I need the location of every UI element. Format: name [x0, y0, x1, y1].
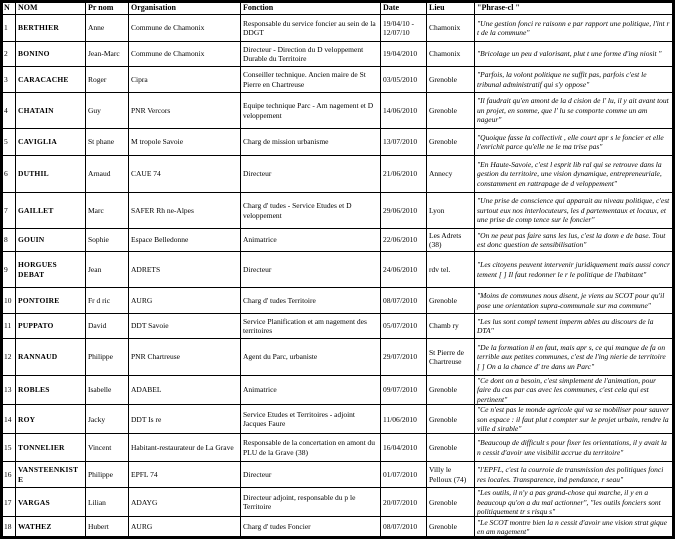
- cell-prenom: Philippe: [86, 339, 129, 376]
- cell-num: 11: [2, 314, 16, 339]
- cell-phrase: "Quoique fasse la collectivit , elle court apr s le foncier et elle l'enrichit parce qu'elle ne le ma trise pas": [475, 129, 674, 156]
- cell-num: 7: [2, 193, 16, 229]
- cell-nom: RANNAUD: [16, 339, 86, 376]
- cell-fonction: Charg d' tudes Foncier: [241, 517, 381, 538]
- cell-organisation: DDT Savoie: [129, 314, 241, 339]
- cell-date: 16/04/2010: [381, 434, 427, 462]
- cell-date: 29/06/2010: [381, 193, 427, 229]
- col-header-num: N: [2, 2, 16, 15]
- table-row: [2, 339, 674, 376]
- cell-lieu: Villy le Pelloux (74): [427, 462, 475, 488]
- cell-phrase: "l'EPFL, c'est la courroie de transmission des politiques fonci res locales. Transparence, ind pendance, r seau": [475, 462, 674, 488]
- cell-date: 08/07/2010: [381, 517, 427, 538]
- cell-prenom: Philippe: [86, 462, 129, 488]
- cell-fonction: Directeur adjoint, responsable du p le Territoire: [241, 488, 381, 517]
- cell-num: 3: [2, 67, 16, 93]
- cell-organisation: DDT Is re: [129, 405, 241, 434]
- table-row: [2, 156, 674, 193]
- table-row: [2, 42, 674, 67]
- cell-fonction: Charg d' tudes Territoire: [241, 288, 381, 314]
- cell-prenom: Jacky: [86, 405, 129, 434]
- cell-date: 20/07/2010: [381, 488, 427, 517]
- cell-phrase: "Une gestion fonci re raisonn e par rapport une politique, l'int r t de la commune": [475, 15, 674, 42]
- cell-lieu: Grenoble: [427, 488, 475, 517]
- cell-phrase: "De la formation il en faut, mais apr s, ce qui manque de fa on terrible aux petites communes, c'est de l'ing nierie de territoire [ ] On a la chance d' tre dans un Parc": [475, 339, 674, 376]
- cell-organisation: Commune de Chamonix: [129, 15, 241, 42]
- cell-phrase: "Les citoyens peuvent intervenir juridiquement mais aussi concr tement [ ] Il faut redonner le r le politique de l'habitant": [475, 252, 674, 288]
- cell-organisation: AURG: [129, 288, 241, 314]
- cell-num: 4: [2, 93, 16, 129]
- table-row: [2, 376, 674, 405]
- cell-fonction: Directeur: [241, 462, 381, 488]
- cell-fonction: Service Planification et am nagement des territoires: [241, 314, 381, 339]
- cell-prenom: Guy: [86, 93, 129, 129]
- cell-num: 9: [2, 252, 16, 288]
- cell-phrase: "Les outils, il n'y a pas grand-chose qui marche, il y en a beaucoup qu'on a du mal actionner", "les outils fonciers sont politiquement tr s risqu s": [475, 488, 674, 517]
- table-body: [2, 15, 674, 538]
- cell-prenom: Lilian: [86, 488, 129, 517]
- cell-prenom: Marc: [86, 193, 129, 229]
- cell-fonction: Agent du Parc, urbaniste: [241, 339, 381, 376]
- cell-date: 22/06/2010: [381, 229, 427, 252]
- cell-nom: VANSTEENKISTE: [16, 462, 86, 488]
- cell-nom: BERTHIER: [16, 15, 86, 42]
- cell-nom: WATHEZ: [16, 517, 86, 538]
- cell-nom: CARACACHE: [16, 67, 86, 93]
- cell-phrase: "Les lus sont compl tement imperm ables au discours de la DTA": [475, 314, 674, 339]
- cell-fonction: Responsable de la concertation en amont du PLU de la Grave (38): [241, 434, 381, 462]
- cell-num: 1: [2, 15, 16, 42]
- cell-nom: ROBLES: [16, 376, 86, 405]
- cell-prenom: Roger: [86, 67, 129, 93]
- table-row: [2, 288, 674, 314]
- table-row: [2, 129, 674, 156]
- table-row: [2, 488, 674, 517]
- cell-nom: CAVIGLIA: [16, 129, 86, 156]
- table-row: [2, 229, 674, 252]
- cell-nom: BONINO: [16, 42, 86, 67]
- table-row: [2, 193, 674, 229]
- cell-phrase: "Une prise de conscience qui apparait au niveau politique, c'est surtout eux nos interlocuteurs, les d partementaux et locaux, et une prise de comp tence sur le foncier": [475, 193, 674, 229]
- cell-num: 17: [2, 488, 16, 517]
- cell-date: 24/06/2010: [381, 252, 427, 288]
- cell-prenom: Hubert: [86, 517, 129, 538]
- cell-organisation: Habitant-restaurateur de La Grave: [129, 434, 241, 462]
- cell-organisation: PNR Vercors: [129, 93, 241, 129]
- table-row: [2, 405, 674, 434]
- cell-phrase: "Moins de communes nous disent, je viens au SCOT pour qu'il pose une orientation supra-communale sur ma commune": [475, 288, 674, 314]
- cell-num: 10: [2, 288, 16, 314]
- table-row: [2, 252, 674, 288]
- cell-organisation: Espace Belledonne: [129, 229, 241, 252]
- cell-lieu: Grenoble: [427, 288, 475, 314]
- cell-organisation: SAFER Rh ne-Alpes: [129, 193, 241, 229]
- cell-nom: TONNELIER: [16, 434, 86, 462]
- cell-nom: CHATAIN: [16, 93, 86, 129]
- cell-nom: ROY: [16, 405, 86, 434]
- cell-phrase: "Bricolage un peu d valorisant, plut t une forme d'ing niosit ": [475, 42, 674, 67]
- table-row: [2, 462, 674, 488]
- cell-date: 05/07/2010: [381, 314, 427, 339]
- cell-phrase: "Beaucoup de difficult s pour fixer les orientations, il y avait la n cessit d'avoir une visibilit accrue du territoire": [475, 434, 674, 462]
- cell-fonction: Charg de mission urbanisme: [241, 129, 381, 156]
- cell-fonction: Animatrice: [241, 376, 381, 405]
- cell-lieu: St Pierre de Chartreuse: [427, 339, 475, 376]
- cell-date: 21/06/2010: [381, 156, 427, 193]
- cell-nom: PUPPATO: [16, 314, 86, 339]
- cell-date: 11/06/2010: [381, 405, 427, 434]
- cell-num: 18: [2, 517, 16, 538]
- cell-date: 01/07/2010: [381, 462, 427, 488]
- cell-nom: GOUIN: [16, 229, 86, 252]
- cell-fonction: Service Etudes et Territoires - adjoint Jacques Faure: [241, 405, 381, 434]
- cell-fonction: Animatrice: [241, 229, 381, 252]
- cell-phrase: "Ce n'est pas le monde agricole qui va se mobiliser pour sauver son espace : il faut plut t compter sur le projet urbain, rendre la ville d sirable": [475, 405, 674, 434]
- table-row: [2, 434, 674, 462]
- cell-phrase: "Il faudrait qu'en amont de la d cision de l' lu, il y ait avant tout un projet, en somme, que l' lu se comporte comme un am nageur": [475, 93, 674, 129]
- cell-phrase: "Le SCOT montre bien la n cessit d'avoir une vision strat gique en am nagement": [475, 517, 674, 538]
- cell-date: 14/06/2010: [381, 93, 427, 129]
- cell-fonction: Directeur: [241, 156, 381, 193]
- cell-organisation: Cipra: [129, 67, 241, 93]
- cell-prenom: Anne: [86, 15, 129, 42]
- cell-lieu: Chamonix: [427, 42, 475, 67]
- cell-lieu: Grenoble: [427, 93, 475, 129]
- table-row: [2, 517, 674, 538]
- cell-phrase: "Parfois, la volont politique ne suffit pas, parfois c'est le tribunal administratif qui s'y oppose": [475, 67, 674, 93]
- cell-organisation: CAUE 74: [129, 156, 241, 193]
- cell-phrase: "Ce dont on a besoin, c'est simplement de l'animation, pour faire du cas par cas avec les communes, c'est cela qui est pertinent": [475, 376, 674, 405]
- cell-organisation: PNR Chartreuse: [129, 339, 241, 376]
- cell-prenom: Jean: [86, 252, 129, 288]
- col-header-lieu: Lieu: [427, 2, 475, 15]
- cell-num: 16: [2, 462, 16, 488]
- col-header-fonction: Fonction: [241, 2, 381, 15]
- cell-lieu: Chamb ry: [427, 314, 475, 339]
- col-header-phrase: "Phrase-cl ": [475, 2, 674, 15]
- cell-lieu: Les Adrets (38): [427, 229, 475, 252]
- cell-fonction: Directeur - Direction du D veloppement Durable du Territoire: [241, 42, 381, 67]
- cell-organisation: M tropole Savoie: [129, 129, 241, 156]
- cell-lieu: Grenoble: [427, 129, 475, 156]
- cell-date: 08/07/2010: [381, 288, 427, 314]
- cell-date: 09/07/2010: [381, 376, 427, 405]
- cell-nom: GAILLET: [16, 193, 86, 229]
- cell-lieu: Grenoble: [427, 517, 475, 538]
- cell-nom: PONTOIRE: [16, 288, 86, 314]
- cell-organisation: AURG: [129, 517, 241, 538]
- table-row: [2, 93, 674, 129]
- cell-date: 29/07/2010: [381, 339, 427, 376]
- cell-num: 2: [2, 42, 16, 67]
- cell-organisation: ADRETS: [129, 252, 241, 288]
- cell-num: 13: [2, 376, 16, 405]
- cell-phrase: "On ne peut pas faire sans les lus, c'est la donn e de base. Tout est donc question de sensibilisation": [475, 229, 674, 252]
- cell-fonction: Responsable du service foncier au sein de la DDGT: [241, 15, 381, 42]
- cell-lieu: Grenoble: [427, 67, 475, 93]
- cell-num: 5: [2, 129, 16, 156]
- cell-num: 15: [2, 434, 16, 462]
- col-header-nom: NOM: [16, 2, 86, 15]
- table-row: [2, 15, 674, 42]
- cell-num: 12: [2, 339, 16, 376]
- cell-date: 03/05/2010: [381, 67, 427, 93]
- cell-num: 8: [2, 229, 16, 252]
- cell-lieu: Annecy: [427, 156, 475, 193]
- cell-date: 19/04/2010: [381, 42, 427, 67]
- cell-prenom: David: [86, 314, 129, 339]
- cell-prenom: Jean-Marc: [86, 42, 129, 67]
- cell-fonction: Directeur: [241, 252, 381, 288]
- cell-organisation: ADABEL: [129, 376, 241, 405]
- cell-prenom: Vincent: [86, 434, 129, 462]
- cell-nom: HORGUES DEBAT: [16, 252, 86, 288]
- cell-lieu: Chamonix: [427, 15, 475, 42]
- cell-organisation: ADAYG: [129, 488, 241, 517]
- cell-lieu: Lyon: [427, 193, 475, 229]
- cell-prenom: Fr d ric: [86, 288, 129, 314]
- table-row: [2, 67, 674, 93]
- cell-lieu: Grenoble: [427, 376, 475, 405]
- cell-num: 14: [2, 405, 16, 434]
- cell-lieu: rdv tel.: [427, 252, 475, 288]
- cell-prenom: St phane: [86, 129, 129, 156]
- cell-num: 6: [2, 156, 16, 193]
- cell-lieu: Grenoble: [427, 405, 475, 434]
- cell-nom: DUTHIL: [16, 156, 86, 193]
- cell-fonction: Charg d' tudes - Service Etudes et D veloppement: [241, 193, 381, 229]
- col-header-prenom: Pr nom: [86, 2, 129, 15]
- cell-phrase: "En Haute-Savoie, c'est l esprit lib ral qui se retrouve dans la gestion du territoire, une vision dynamique, entrepreneuriale, constamment en rattrapage de d veloppement": [475, 156, 674, 193]
- cell-prenom: Sophie: [86, 229, 129, 252]
- col-header-organisation: Organisation: [129, 2, 241, 15]
- cell-prenom: Isabelle: [86, 376, 129, 405]
- cell-date: 19/04/10 - 12/07/10: [381, 15, 427, 42]
- table-row: [2, 314, 674, 339]
- cell-prenom: Arnaud: [86, 156, 129, 193]
- cell-lieu: Grenoble: [427, 434, 475, 462]
- cell-organisation: EPFL 74: [129, 462, 241, 488]
- cell-fonction: Equipe technique Parc - Am nagement et D veloppement: [241, 93, 381, 129]
- header-row: [2, 2, 674, 15]
- cell-organisation: Commune de Chamonix: [129, 42, 241, 67]
- col-header-date: Date: [381, 2, 427, 15]
- cell-fonction: Conseiller technique. Ancien maire de St Pierre en Chartreuse: [241, 67, 381, 93]
- cell-nom: VARGAS: [16, 488, 86, 517]
- cell-date: 13/07/2010: [381, 129, 427, 156]
